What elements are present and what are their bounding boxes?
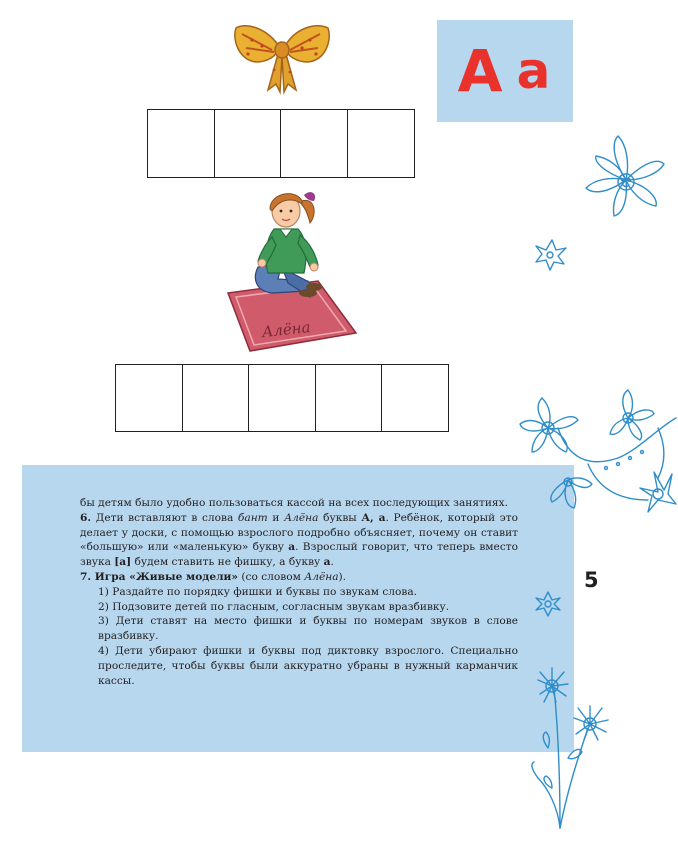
paragraph-continuation: бы детям было удобно пользоваться кассой на всех последующих занятиях. (80, 497, 508, 509)
letter-cell (182, 364, 250, 432)
text-run: Дети вставляют в слова (91, 511, 238, 524)
letter-cell (381, 364, 449, 432)
text-run: . (330, 556, 334, 569)
uppercase-letter: А (457, 37, 505, 105)
flower-decoration-icon (508, 128, 678, 846)
letter-cell (147, 109, 215, 178)
letters-bold: А, а (361, 511, 386, 524)
rug-label: Алёна (261, 318, 312, 342)
paragraph-step-6 (80, 511, 518, 570)
sound-bold: [а] (114, 556, 132, 569)
instructions-text (80, 496, 518, 688)
text-run: и (267, 511, 285, 524)
paragraph-step-7 (80, 570, 518, 585)
text-run: ). (338, 570, 347, 583)
text-run: . Ребёнок, который это делает у доски, с помощью взрослого подробно объясняет, почему он ставит «большую» или «маленькую» букву (80, 511, 518, 554)
letter-cell (347, 109, 415, 178)
text-run: буквы (318, 511, 362, 524)
letter-cell (248, 364, 316, 432)
word-cells-bant (147, 109, 415, 178)
list-item: 2) Подзовите детей по гласным, согласным звукам вразбивку. (98, 600, 450, 613)
letter-bold: а (288, 541, 296, 554)
text-run: . Взрослый говорит, что теперь вместо звука (80, 541, 518, 569)
list-item: 3) Дети ставят на место фишки и буквы по номерам звуков в слове вразбивку. (98, 615, 518, 643)
letter-cell (280, 109, 348, 178)
text-run: будем ставить не фишку, а букву (131, 556, 324, 569)
list-item: 4) Дети убирают фишки и буквы под диктовку взрослого. Специально проследите, чтобы буквы были аккуратно убраны в нужный карманчик кассы. (98, 644, 518, 687)
step-number: 6. (80, 511, 92, 524)
letter-cell (315, 364, 383, 432)
letter-cell (214, 109, 282, 178)
lowercase-letter: а (516, 42, 553, 100)
step-title: 7. Игра «Живые модели» (80, 570, 239, 583)
word-italic: бант (237, 511, 268, 524)
bow-illustration (232, 20, 332, 95)
word-cells-alena (115, 364, 449, 432)
letter-cell (115, 364, 183, 432)
text-run: (со словом (238, 570, 305, 583)
girl-alena-illustration (222, 183, 362, 355)
letter-bold: а (323, 556, 331, 569)
letter-tile-a (437, 20, 573, 122)
list-item: 1) Раздайте по порядку фишки и буквы по звукам слова. (98, 585, 418, 598)
page-number: 5 (584, 568, 599, 592)
word-italic: Алёна (304, 570, 339, 583)
word-italic: Алёна (284, 511, 319, 524)
